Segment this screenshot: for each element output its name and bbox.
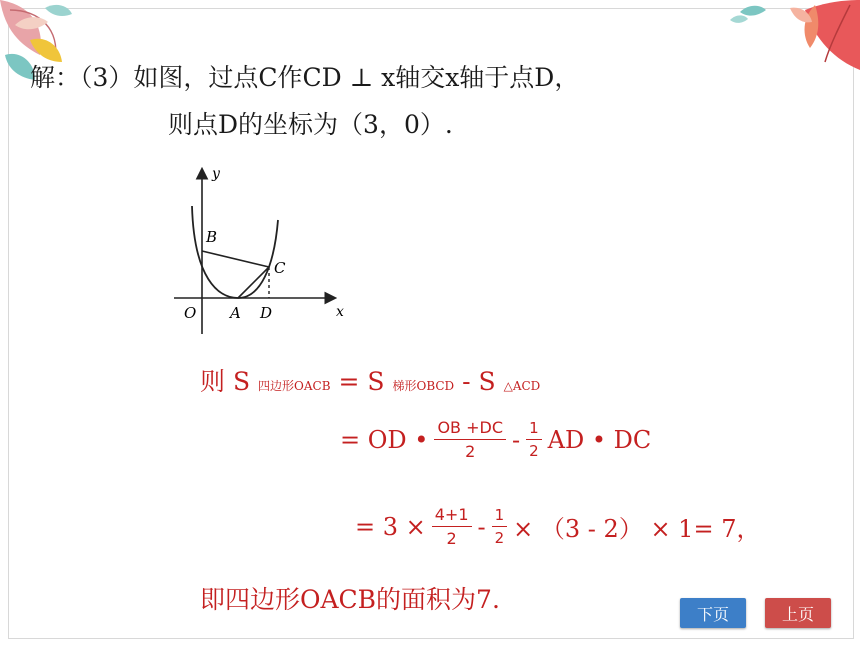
eq3-prefix: = 3 × bbox=[355, 512, 426, 541]
eq2-half bbox=[526, 419, 542, 460]
eq1-minus: - S bbox=[462, 367, 496, 396]
area-equation-line-1 bbox=[200, 362, 540, 398]
eq3-fraction bbox=[432, 505, 472, 548]
eq1-sub-quadrilateral: 四边形OACB bbox=[258, 379, 331, 393]
eq1-prefix: 则 S bbox=[200, 367, 251, 396]
solution-line-1: 解：（3）如图，过点C作CD ⊥ x轴交x轴于点D， bbox=[30, 63, 580, 92]
eq3-suffix: × （3 - 2） × 1= 7， bbox=[513, 515, 761, 543]
eq2-fraction-denominator: 2 bbox=[465, 442, 476, 461]
eq2-fraction-numerator: OB +DC bbox=[434, 418, 506, 440]
parabola-figure bbox=[168, 158, 358, 340]
next-page-button[interactable]: 下页 bbox=[680, 598, 746, 628]
eq3-half-numerator: 1 bbox=[492, 506, 508, 527]
segment-bc bbox=[202, 251, 269, 267]
eq1-sub-triangle: △ACD bbox=[503, 379, 541, 393]
eq2-minus: - bbox=[512, 425, 521, 454]
previous-page-button[interactable]: 上页 bbox=[765, 598, 831, 628]
eq3-half bbox=[492, 506, 508, 547]
solution-line-2: 则点D的坐标为（3，0）. bbox=[168, 110, 453, 139]
eq2-prefix: = OD • bbox=[340, 425, 429, 454]
point-b-label: B bbox=[206, 228, 218, 246]
origin-label: O bbox=[184, 304, 197, 322]
eq2-half-numerator: 1 bbox=[526, 419, 542, 440]
leaf-decoration-top-right bbox=[730, 0, 860, 80]
area-conclusion: 即四边形OACB的面积为7. bbox=[200, 585, 500, 614]
eq3-fraction-numerator: 4+1 bbox=[432, 505, 472, 527]
eq3-minus: - bbox=[477, 512, 486, 541]
point-d-label: D bbox=[260, 304, 273, 322]
eq1-sub-trapezoid: 梯形OBCD bbox=[392, 379, 455, 393]
eq2-suffix: AD • DC bbox=[547, 425, 652, 454]
x-axis-label: x bbox=[336, 304, 344, 320]
eq1-mid: = S bbox=[338, 367, 385, 396]
eq3-half-denominator: 2 bbox=[494, 529, 505, 547]
y-axis-label: y bbox=[212, 166, 220, 182]
eq3-fraction-denominator: 2 bbox=[446, 529, 457, 548]
eq2-half-denominator: 2 bbox=[529, 442, 539, 460]
point-c-label: C bbox=[274, 259, 286, 277]
area-equation-line-3 bbox=[355, 505, 760, 548]
point-a-label: A bbox=[230, 304, 241, 322]
eq2-fraction bbox=[434, 418, 506, 461]
area-equation-line-2 bbox=[340, 418, 651, 461]
